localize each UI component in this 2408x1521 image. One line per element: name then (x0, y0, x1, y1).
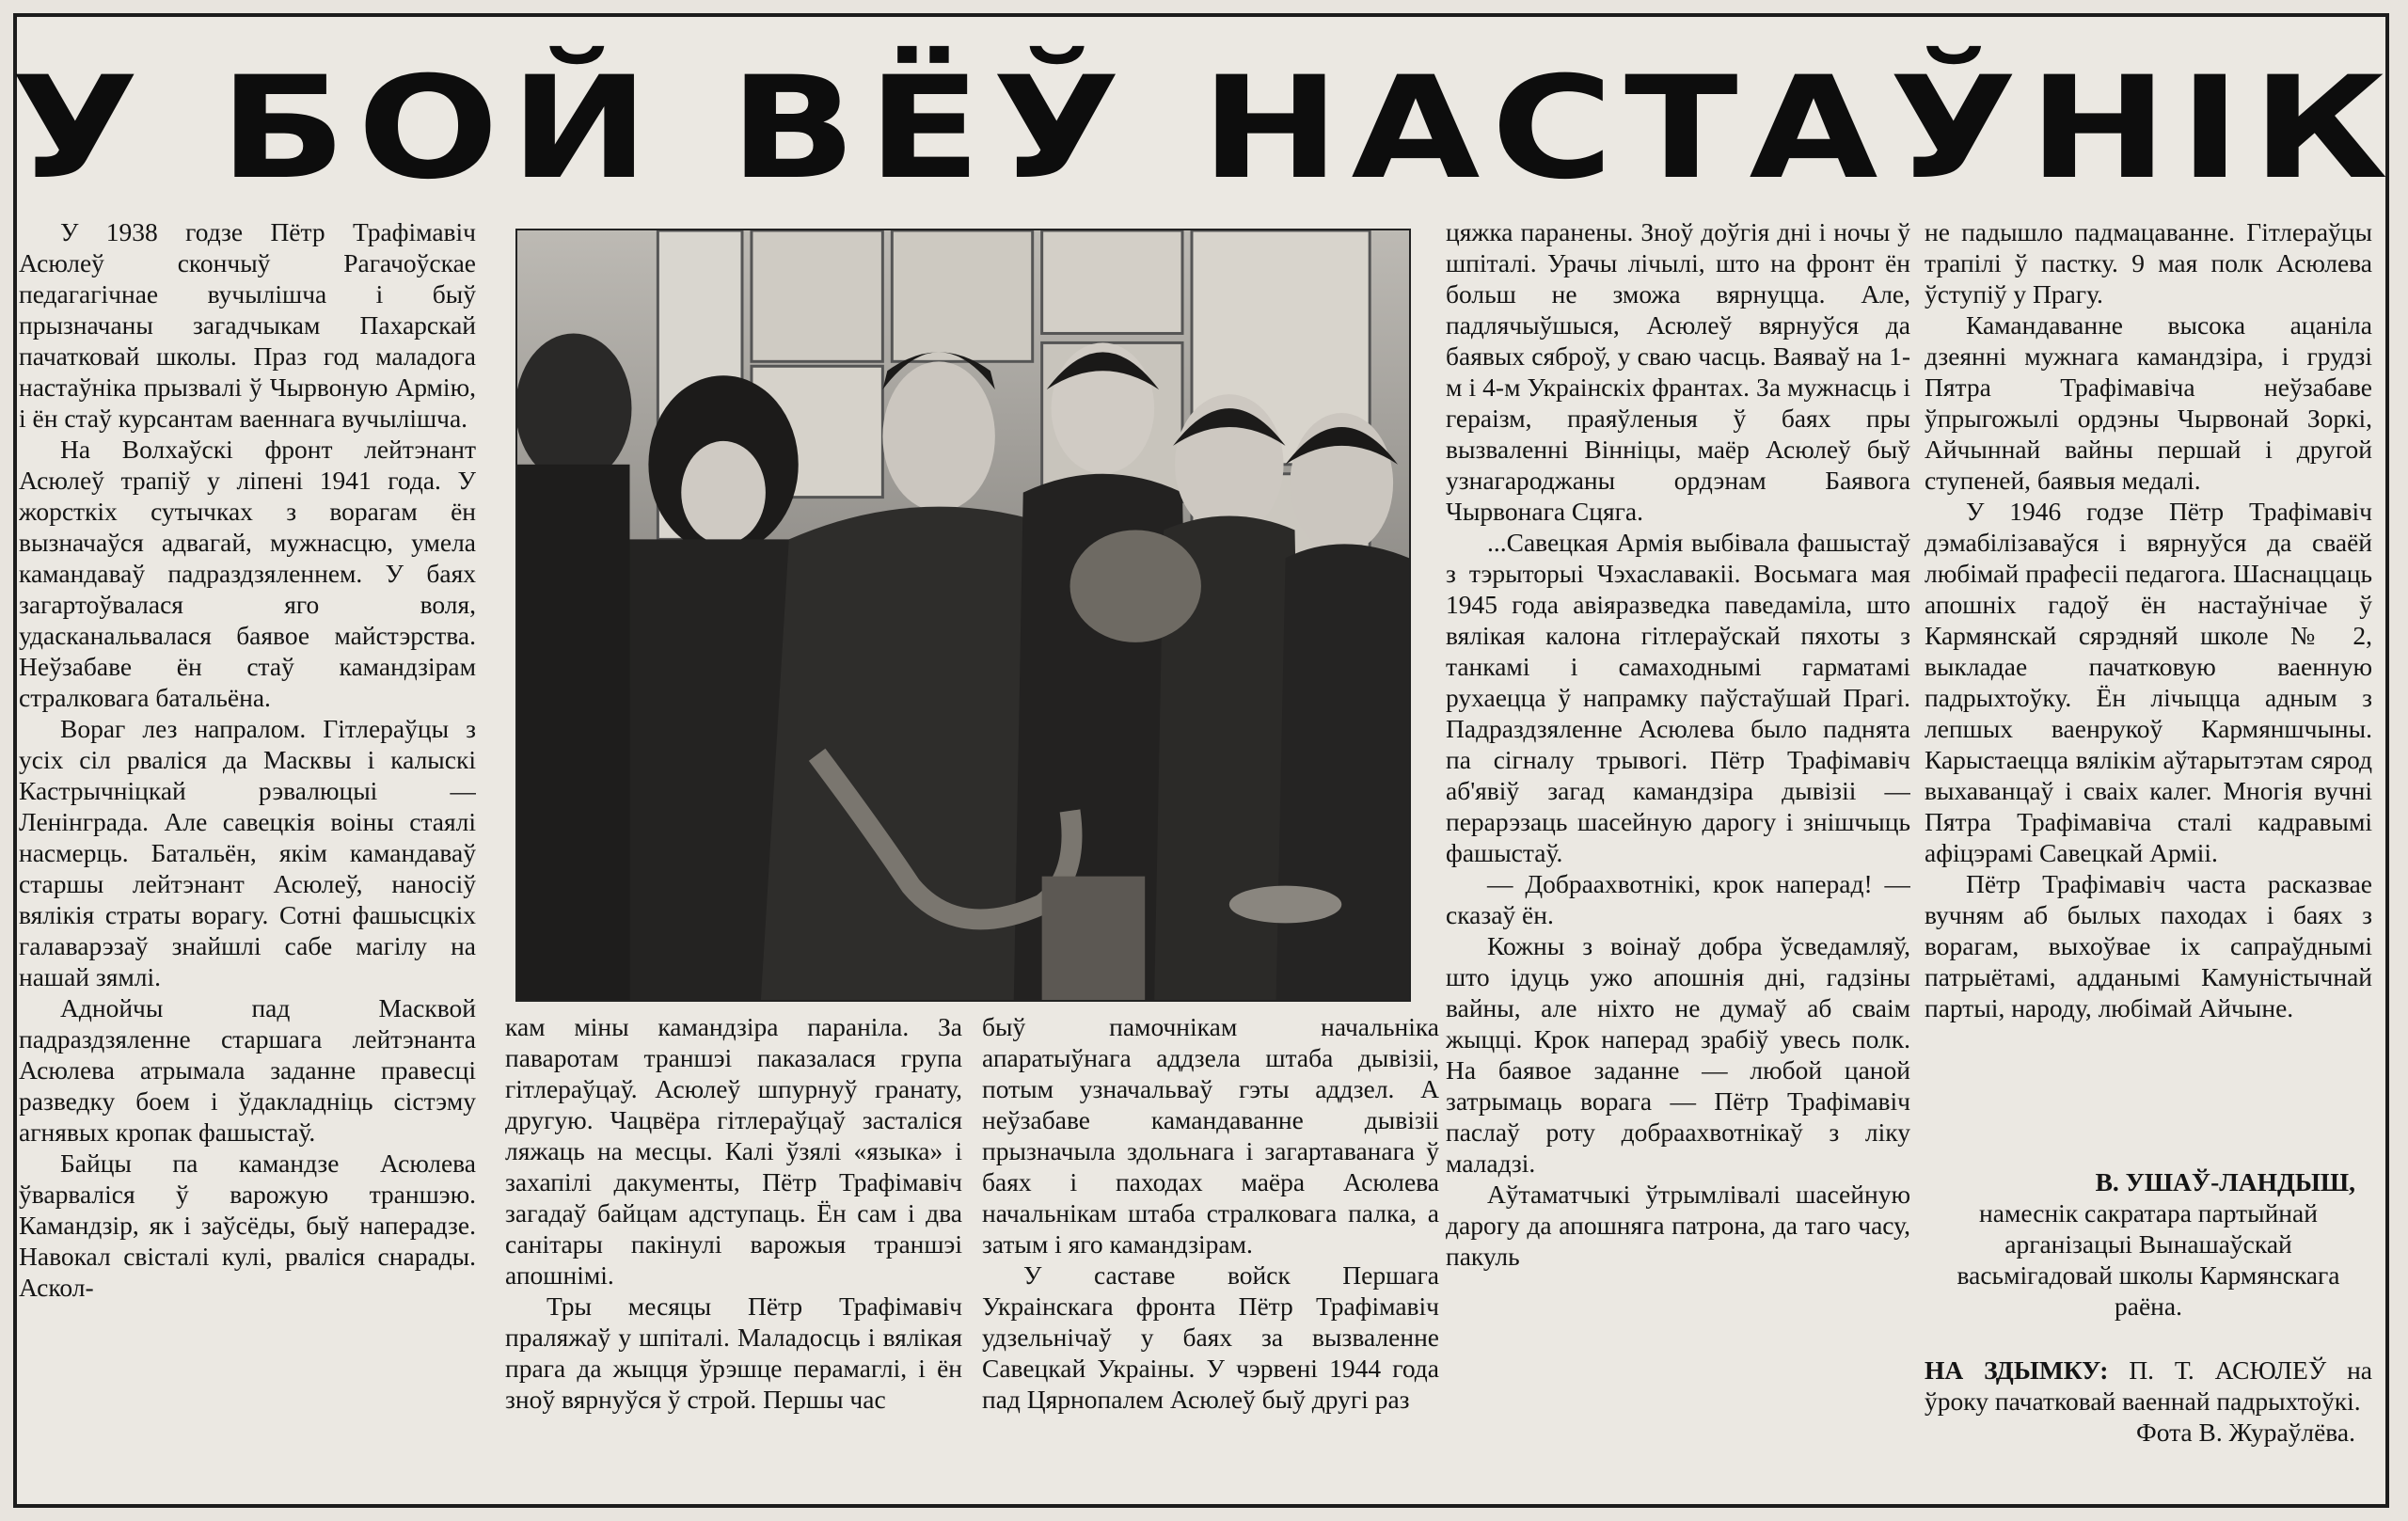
paragraph: У 1946 годзе Пётр Трафімавіч дэмабілізаваўся і вярнуўся да сваёй любімай прафесіі педагога. Шаснаццаць апошніх гадоў ён настаўнічае ў Кармянскай сярэдняй школе № 2, выкладае пачатковую ваенную падрыхтоўку. Ён лічыцца адным з лепшых ваенрукоў Кармяншчыны. Карыстаецца вялікім аўтарытэтам сярод выхаванцаў і сваіх калег. Многія вучні Пятра Трафімавіча сталі кадравымі афіцэрамі Савецкай Арміі. (1925, 497, 2372, 867)
caption-label: НА ЗДЫМКУ: (1925, 1355, 2109, 1385)
photo-image (517, 230, 1409, 1000)
paragraph: Тры месяцы Пётр Трафімавіч праляжаў у шпіталі. Маладосць і вялікая прага да жыцця ўрэшце перамаглі, і ён зноў вярнуўся ў строй. Першы час (505, 1291, 962, 1414)
photo-credit: Фота В. Жураўлёва. (2135, 1418, 2355, 1447)
paragraph: Байцы па камандзе Асюлева ўварваліся ў варожую траншэю. Камандзір, як і заўсёды, быў наперадзе. Навокал свісталі кулі, рваліся снарады. Аскол- (19, 1149, 476, 1302)
photo-caption (1925, 1355, 2372, 1448)
article-column-2 (505, 1011, 962, 1481)
paragraph: У 1938 годзе Пётр Трафімавіч Асюлеў скончыў Рагачоўскае педагагічнае вучылішча і быў прызначаны загадчыкам Пахарскай пачатковай школы. Праз год маладога настаўніка прызвалі ў Чырвоную Армію, і ён стаў курсантам ваеннага вучылішча. (19, 217, 476, 433)
caption-text: П. Т. АСЮЛЕЎ на ўроку пачатковай ваеннай падрыхтоўкі. (1925, 1355, 2373, 1416)
paragraph: ...Савецкая Армія выбівала фашыстаў з тэрыторыі Чэхаславакіі. Восьмага мая 1945 года авіяразведка паведаміла, што вялікая калона гітлераўскай пяхоты з танкамі і самаходнымі гарматамі рухаецца ў напрамку паўстаўшай Прагі. Падраздзяленне Асюлева было паднята па сігналу трывогі. Пётр Трафімавіч аб'явіў загад камандзіра дывізіі — перарэзаць шасейную дарогу і знішчыць фашыстаў. (1446, 528, 1910, 867)
article-column-3 (982, 1011, 1439, 1481)
paragraph: цяжка паранены. Зноў доўгія дні і ночы ў шпіталі. Урачы лічылі, што на фронт ён больш не зможа вярнуцца. Але, падлячыўшыся, Асюлеў вярнуўся да баявых сяброў, у сваю часць. Ваяваў на 1-м і 4-м Украінскіх франтах. За мужнасць і гераізм, праяўленыя ў баях пры вызваленні Вінніцы, маёр Асюлеў быў узнагароджаны ордэнам Баявога Чырвонага Сцяга. (1446, 217, 1910, 526)
author-position: намеснік сакратара партыйнай арганізацыі Вынашаўскай васьмігадовай школы Кармянскага раёна. (1956, 1198, 2340, 1321)
paragraph: Вораг лез напралом. Гітлераўцы з усіх сіл рваліся да Масквы і калыскі Кастрычніцкай рэвалюцыі — Ленінграда. Але савецкія воіны стаялі насмерць. Батальён, якім камандаваў старшы лейтэнант Асюлеў, наносіў вялікія страты ворагу. Сотні фашысцкіх галаварэзаў знайшлі сабе магілу на нашай зямлі. (19, 714, 476, 991)
photo-lesson (515, 229, 1411, 1002)
paragraph: У саставе войск Першага Украінскага фронта Пётр Трафімавіч удзельнічаў у баях за вызваленне Савецкай Украіны. У чэрвені 1944 года пад Цярнопалем Асюлеў быў другі раз (982, 1260, 1439, 1414)
paragraph: Аднойчы пад Масквой падраздзяленне старшага лейтэнанта Асюлева атрымала заданне правесці разведку боем і ўдакладніць сістэму агнявых кропак фашыстаў. (19, 993, 476, 1147)
paragraph: На Волхаўскі фронт лейтэнант Асюлеў трапіў у ліпені 1941 года. У жорсткіх сутычках з ворагам ён вызначаўся адвагай, мужнасцю, умела камандаваў падраздзяленнем. У баях загартоўвалася яго воля, удасканальвалася баявое майстэрства. Неўзабаве ён стаў камандзірам стралковага батальёна. (19, 435, 476, 712)
article-column-1 (19, 216, 476, 1481)
paragraph: Аўтаматчыкі ўтрымлівалі шасейную дарогу да апошняга патрона, да таго часу, пакуль (1446, 1180, 1910, 1271)
paragraph: Пётр Трафімавіч часта расказвае вучням аб былых паходах і баях з ворагам, выхоўвае іх сапраўднымі патрыётамі, адданымі Камуністычнай партыі, народу, любімай Айчыне. (1925, 869, 2372, 1022)
article-column-4 (1446, 216, 1910, 1481)
author-signature (1925, 1166, 2372, 1322)
paragraph: Камандаванне высока ацаніла дзеянні мужнага камандзіра, і грудзі Пятра Трафімавіча неўзабаве ўпрыгожылі ордэны Чырвонай Зоркі, Айчыннай вайны першай і другой ступеней, баявыя медалі. (1925, 310, 2372, 495)
article-column-5 (1925, 216, 2372, 1157)
paragraph: не падышло падмацаванне. Гітлераўцы трапілі ў пастку. 9 мая полк Асюлева ўступіў у Прагу. (1925, 217, 2372, 309)
headline: У БОЙ ВЁЎ НАСТАЎНІК (10, 47, 2400, 211)
paragraph: кам міны камандзіра параніла. За паваротам траншэі паказалася група гітлераўцаў. Асюлеў шпурнуў гранату, другую. Чацвёра гітлераўцаў засталіся ляжаць на месцы. Калі ўзялі «языка» і захапілі дакументы, Пётр Трафімавіч загадаў байцам адступаць. Ён сам і два санітары пакінулі варожыя траншэі апошнімі. (505, 1012, 962, 1290)
paragraph: быў памочнікам начальніка апаратыўнага аддзела штаба дывізіі, потым узначальваў гэты аддзел. А неўзабаве камандаванне дывізіі прызначыла здольнага і загартаванага ў баях і паходах маёра Асюлева начальнікам штаба стралковага палка, а затым і яго камандзірам. (982, 1012, 1439, 1259)
paragraph: — Добраахвотнікі, крок наперад! — сказаў ён. (1446, 869, 1910, 929)
paragraph: Кожны з воінаў добра ўсведамляў, што ідуць ужо апошнія дні, гадзіны вайны, але ніхто не думаў аб сваім жыцці. Крок наперад зрабіў увесь полк. На баявое заданне — любой цаной затрымаць ворага — Пётр Трафімавіч паслаў роту добраахвотнікаў з ліку маладзі. (1446, 931, 1910, 1178)
author-name: В. УШАЎ-ЛАНДЫШ, (2095, 1167, 2355, 1196)
